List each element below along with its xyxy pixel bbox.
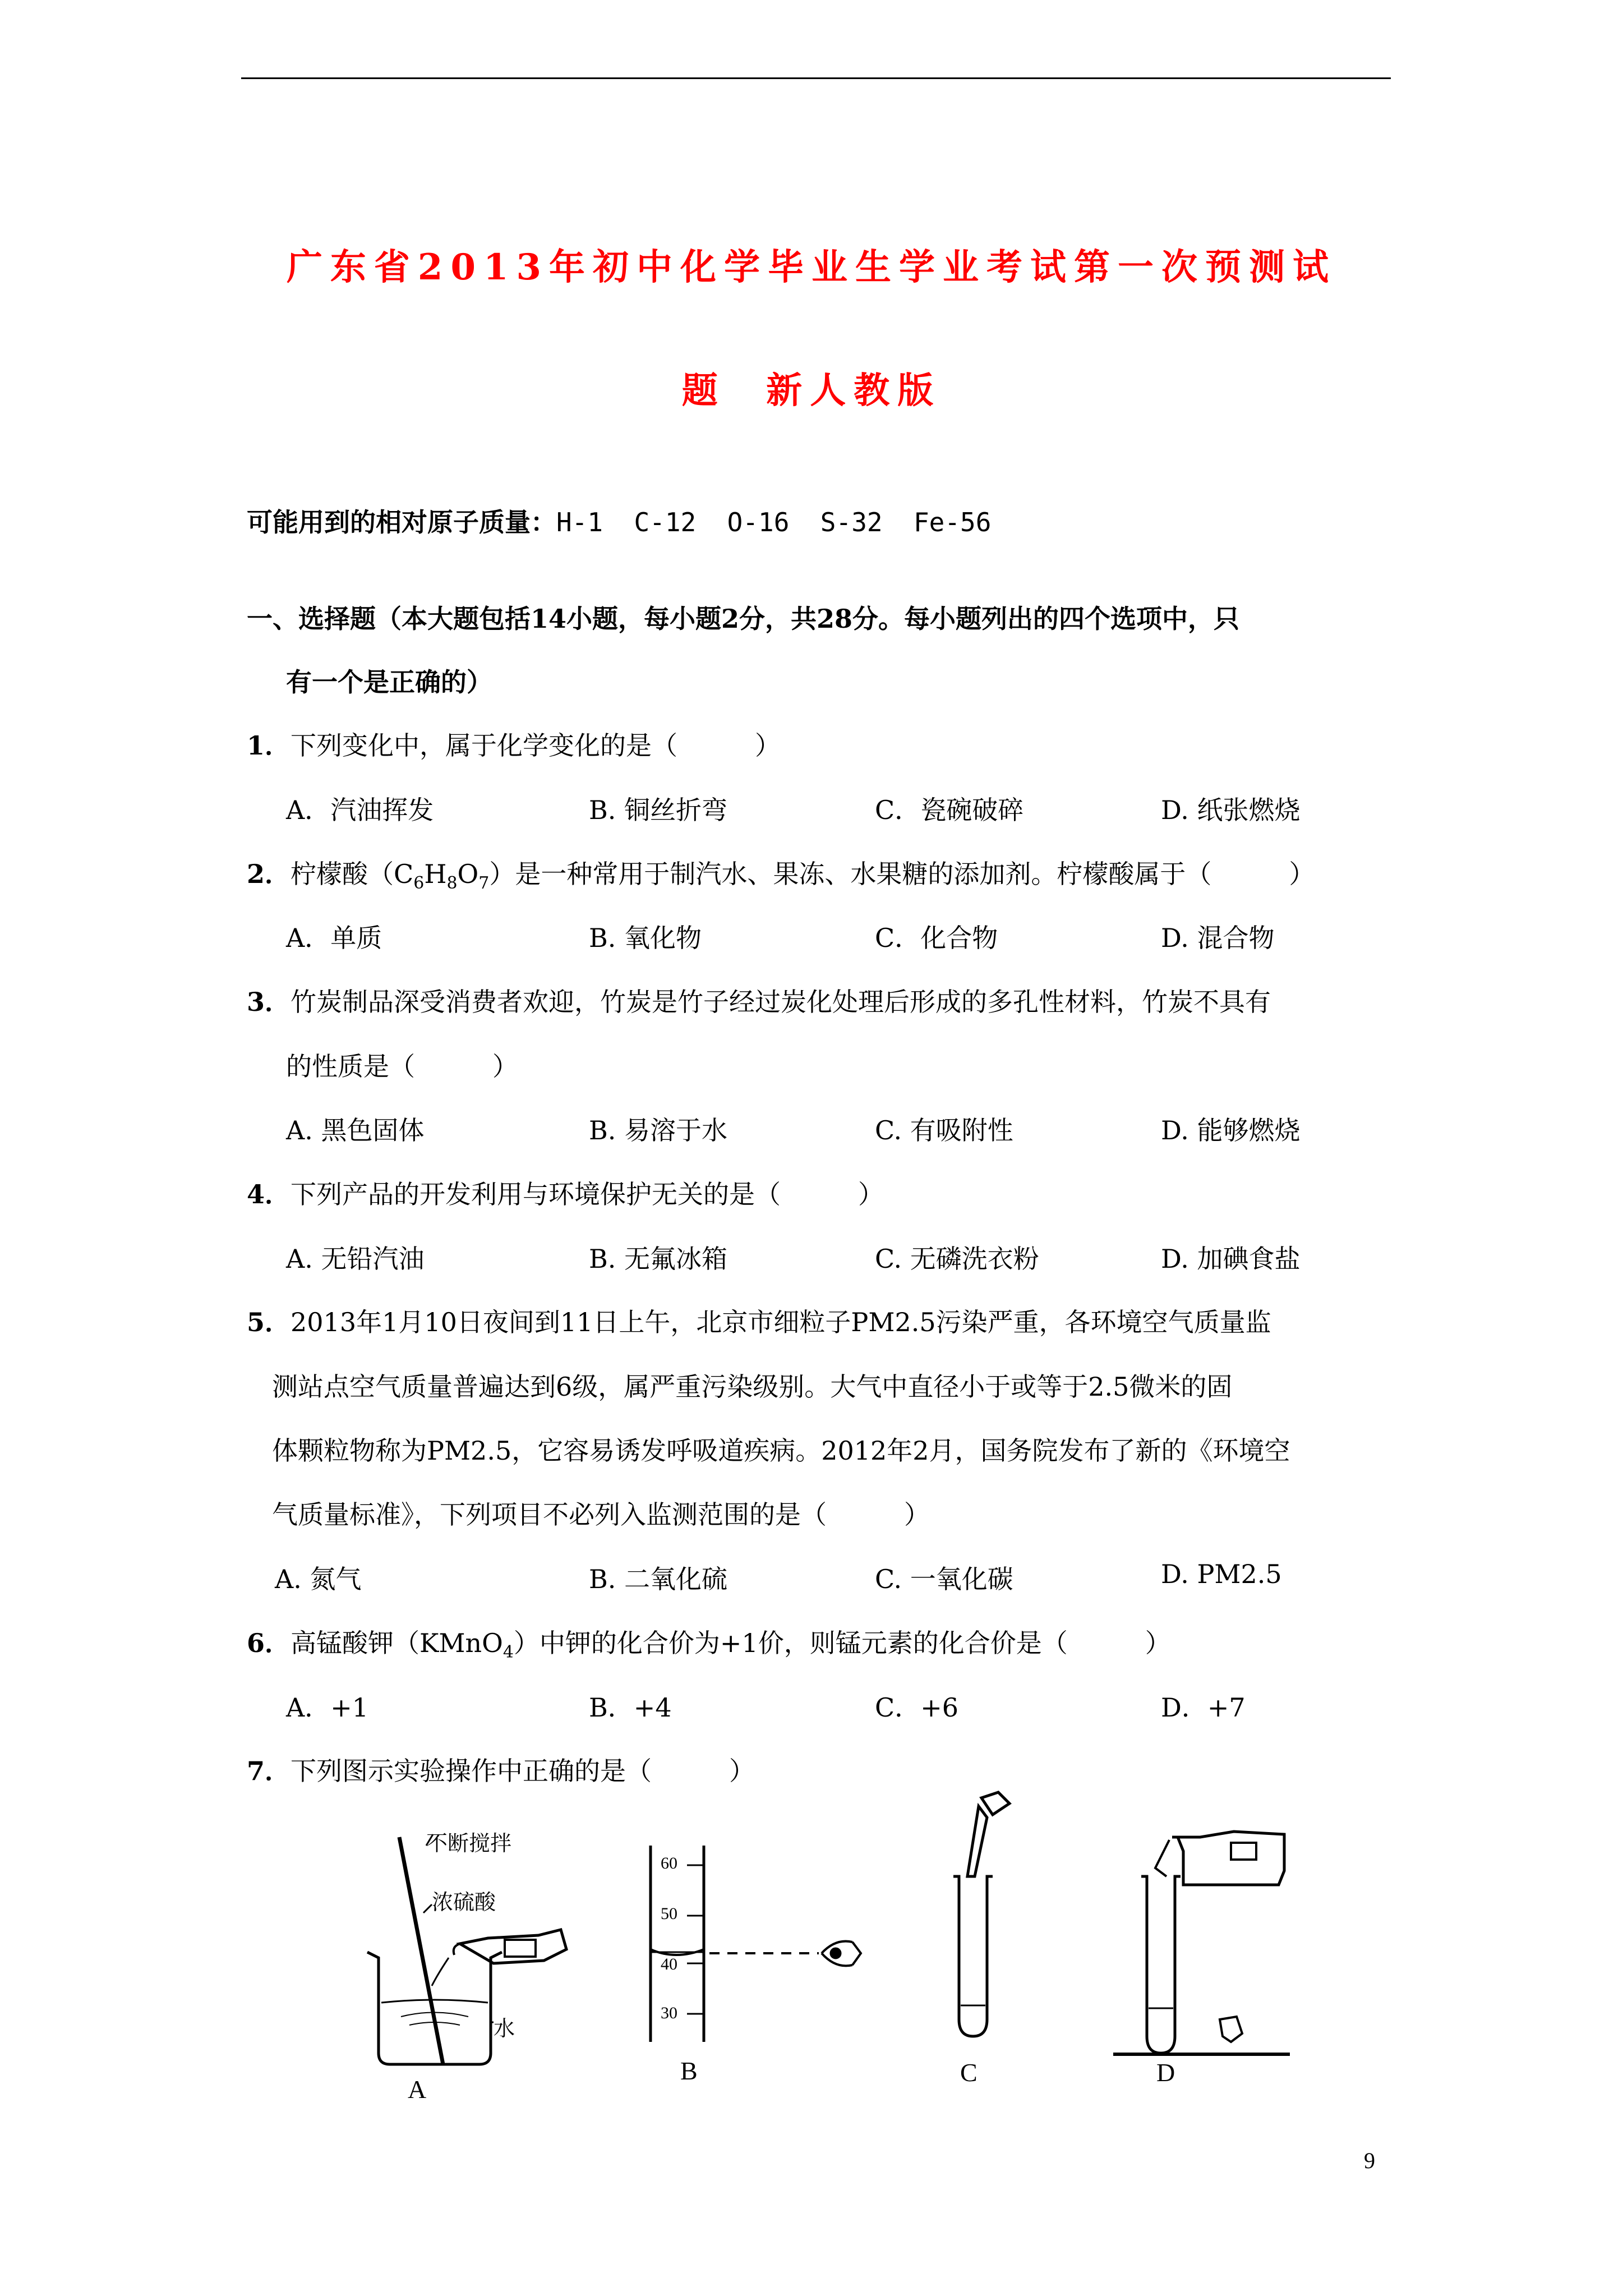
section-heading-line2: 有一个是正确的） <box>286 667 492 697</box>
figure-a-caption: A <box>408 2075 427 2104</box>
question-number: 3． <box>247 987 291 1017</box>
page-title-line2: 题 新人教版 <box>681 370 942 412</box>
question-number: 7． <box>247 1756 291 1786</box>
section-heading-line1: 一、选择题（本大题包括14小题，每小题2分，共28分。每小题列出的四个选项中，只 <box>247 604 1240 634</box>
option-b: B. 铜丝折弯 <box>589 795 728 825</box>
option-b: B. 易溶于水 <box>589 1115 728 1145</box>
option-c: C．化合物 <box>875 923 998 953</box>
question-text: 2013年1月10日夜间到11日上午，北京市细粒子PM2.5污染严重，各环境空气质量监 <box>291 1307 1271 1337</box>
option-b: B．+4 <box>589 1692 672 1723</box>
option-d: D. PM2.5 <box>1161 1559 1282 1589</box>
formula-subscript: 4 <box>502 1642 514 1662</box>
figure-c-caption: C <box>960 2058 978 2087</box>
formula-subscript: 8 <box>446 873 458 893</box>
question-text: 下列产品的开发利用与环境保护无关的是（ ） <box>291 1179 884 1209</box>
page-title-line1: 广东省2013年初中化学毕业生学业考试第一次预测试 <box>286 246 1337 288</box>
formula-subscript: 7 <box>478 873 490 893</box>
question-text: 下列图示实验操作中正确的是（ ） <box>291 1756 755 1786</box>
option-a: A. 黑色固体 <box>286 1115 425 1145</box>
question-text-prefix: 柠檬酸（C <box>291 859 414 889</box>
option-b: B. 无氟冰箱 <box>589 1244 728 1274</box>
figure-c-test-tube-illustration <box>953 1792 1009 2036</box>
figure-d-caption: D <box>1156 2058 1175 2087</box>
question-number: 5． <box>247 1307 291 1337</box>
figure-b-tick-30: 30 <box>661 2004 677 2022</box>
question-number: 4． <box>247 1179 291 1209</box>
figure-a-water-label: 水 <box>494 2016 515 2041</box>
formula-element: H <box>424 859 447 889</box>
option-d: D. 能够燃烧 <box>1161 1115 1301 1145</box>
question-text: 竹炭制品深受消费者欢迎，竹炭是竹子经过炭化处理后形成的多孔性材料，竹炭不具有 <box>291 987 1271 1017</box>
option-c: C．+6 <box>875 1692 959 1723</box>
question-text-prefix: 高锰酸钾（KMnO <box>291 1628 503 1658</box>
question-text-suffix: ）中钾的化合价为+1价，则锰元素的化合价是（ ） <box>513 1628 1171 1658</box>
question-text-suffix: ）是一种常用于制汽水、果冻、水果糖的添加剂。柠檬酸属于（ ） <box>489 859 1315 889</box>
option-c: C. 无磷洗衣粉 <box>875 1244 1039 1274</box>
question-3-line2: 的性质是（ ） <box>286 1051 518 1082</box>
option-d: D. 混合物 <box>1161 923 1275 953</box>
option-d: D. 加碘食盐 <box>1161 1244 1301 1274</box>
figure-b-tick-40: 40 <box>661 1955 677 1973</box>
question-5-line4: 气质量标准》，下列项目不必列入监测范围的是（ ） <box>272 1499 930 1530</box>
option-a: A. 氮气 <box>275 1564 362 1594</box>
formula-subscript: 6 <box>413 873 425 893</box>
question-number: 1． <box>247 730 291 761</box>
question-5-line2: 测站点空气质量普遍达到6级，属严重污染级别。大气中直径小于或等于2.5微米的固 <box>272 1372 1233 1402</box>
question-text: 下列变化中，属于化学变化的是（ ） <box>291 730 781 761</box>
option-b: B. 二氧化硫 <box>589 1564 728 1594</box>
option-a: A．汽油挥发 <box>286 795 434 825</box>
figure-a-acid-label: 浓硫酸 <box>432 1890 496 1915</box>
question-number: 2． <box>247 859 291 889</box>
option-b: B. 氧化物 <box>589 923 702 953</box>
formula-element: O <box>457 859 479 889</box>
atomic-mass-values: H-1 C-12 O-16 S-32 Fe-56 <box>556 507 992 537</box>
figure-a-stir-label: 不断搅拌 <box>426 1831 512 1856</box>
figure-b-cylinder-illustration <box>651 1846 861 2042</box>
option-c: C. 一氧化碳 <box>875 1564 1013 1594</box>
question-number: 6． <box>247 1628 291 1658</box>
option-d: D. 纸张燃烧 <box>1161 795 1301 825</box>
option-d: D．+7 <box>1161 1692 1246 1723</box>
option-a: A. 无铅汽油 <box>286 1244 425 1274</box>
figure-b-tick-60: 60 <box>661 1854 677 1872</box>
option-c: C. 有吸附性 <box>875 1115 1013 1145</box>
figure-a-beaker-illustration <box>367 1834 566 2064</box>
option-c: C．瓷碗破碎 <box>875 795 1024 825</box>
figure-b-caption: B <box>680 2056 698 2085</box>
figure-b-tick-50: 50 <box>661 1904 677 1923</box>
figure-d-pouring-illustration <box>1113 1832 1290 2054</box>
page-number: 9 <box>1364 2148 1375 2173</box>
atomic-mass-label: 可能用到的相对原子质量： <box>247 507 556 537</box>
option-a: A．+1 <box>286 1692 369 1723</box>
option-a: A．单质 <box>286 923 382 953</box>
question-5-line3: 体颗粒物称为PM2.5，它容易诱发呼吸道疾病。2012年2月，国务院发布了新的《环境空 <box>272 1435 1290 1466</box>
